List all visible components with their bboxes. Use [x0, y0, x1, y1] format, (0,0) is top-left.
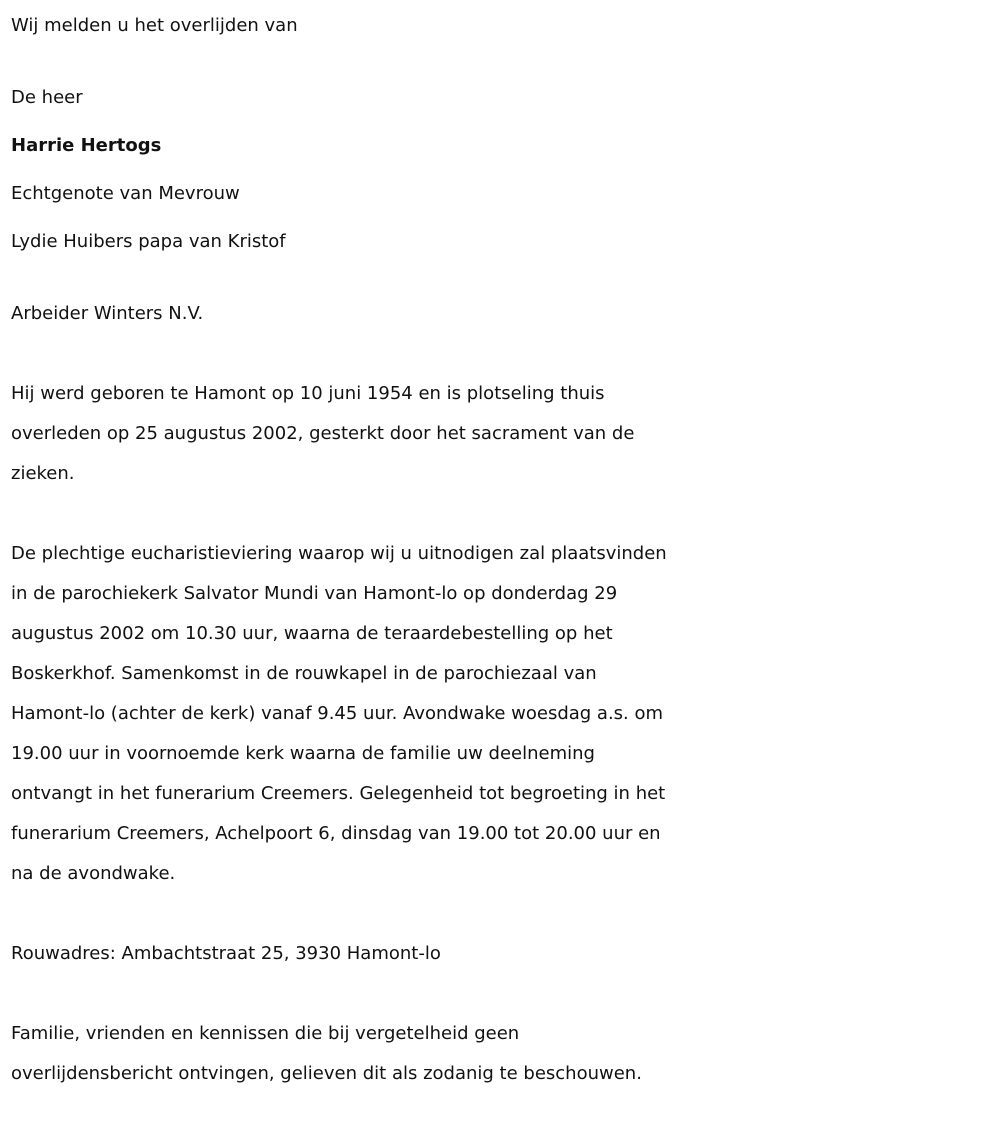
- birth-death-paragraph: [11, 374, 991, 494]
- relation-line-2: Lydie Huibers papa van Kristof: [11, 231, 286, 252]
- paragraph-line: De plechtige eucharistieviering waarop wij u uitnodigen zal plaatsvinden: [11, 543, 667, 564]
- paragraph-line: Hamont-lo (achter de kerk) vanaf 9.45 uur. Avondwake woesdag a.s. om: [11, 703, 664, 724]
- paragraph-line: 19.00 uur in voornoemde kerk waarna de familie uw deelneming: [11, 743, 595, 764]
- paragraph-line: in de parochiekerk Salvator Mundi van Hamont-lo op donderdag 29: [11, 583, 618, 604]
- paragraph-line: Boskerkhof. Samenkomst in de rouwkapel in de parochiezaal van: [11, 663, 597, 684]
- paragraph-line: Familie, vrienden en kennissen die bij vergetelheid geen: [11, 1023, 520, 1044]
- death-notice: [11, 0, 991, 1094]
- mourning-address: Rouwadres: Ambachtstraat 25, 3930 Hamont-lo: [11, 943, 441, 964]
- closing-paragraph: [11, 1014, 991, 1094]
- title-text: De heer: [11, 87, 83, 108]
- deceased-name: Harrie Hertogs: [11, 135, 162, 156]
- paragraph-line: overlijdensbericht ontvingen, gelieven dit als zodanig te beschouwen.: [11, 1063, 642, 1084]
- paragraph-line: ontvangt in het funerarium Creemers. Gelegenheid tot begroeting in het: [11, 783, 666, 804]
- paragraph-line: Hij werd geboren te Hamont op 10 juni 1954 en is plotseling thuis: [11, 383, 605, 404]
- paragraph-line: augustus 2002 om 10.30 uur, waarna de teraardebestelling op het: [11, 623, 613, 644]
- paragraph-line: funerarium Creemers, Achelpoort 6, dinsdag van 19.00 tot 20.00 uur en: [11, 823, 661, 844]
- paragraph-line: zieken.: [11, 463, 75, 484]
- intro-text: Wij melden u het overlijden van: [11, 15, 298, 36]
- relation-line-1: Echtgenote van Mevrouw: [11, 183, 240, 204]
- ceremony-paragraph: [11, 534, 991, 894]
- occupation-text: Arbeider Winters N.V.: [11, 303, 204, 324]
- paragraph-line: na de avondwake.: [11, 863, 176, 884]
- paragraph-line: overleden op 25 augustus 2002, gesterkt door het sacrament van de: [11, 423, 635, 444]
